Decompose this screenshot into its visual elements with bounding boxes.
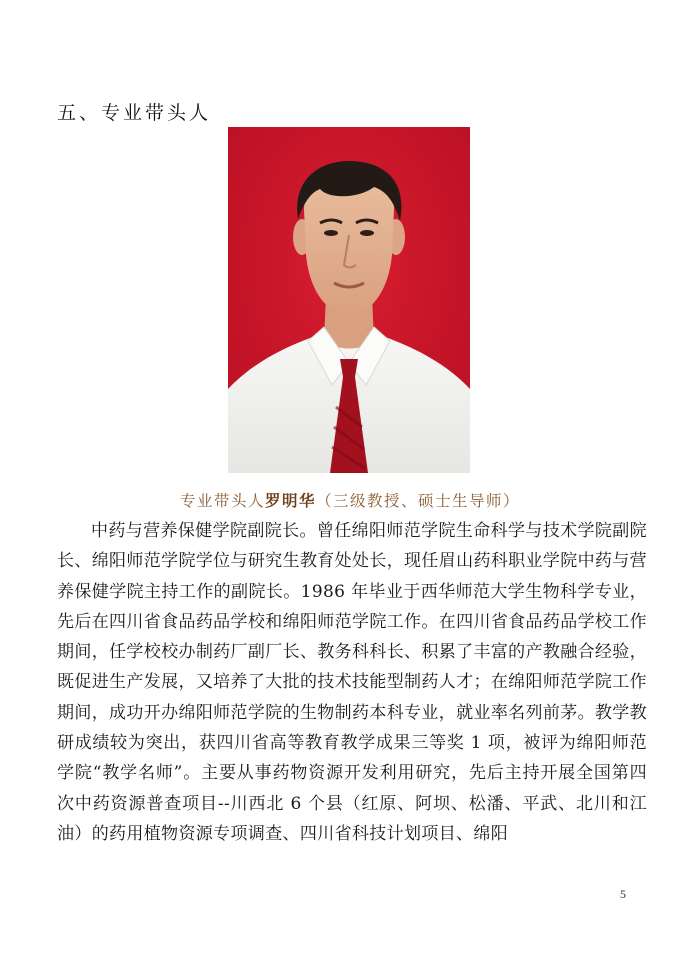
portrait-photo (228, 127, 470, 473)
section-heading: 五、专业带头人 (57, 102, 212, 124)
photo-caption (0, 489, 700, 511)
caption-prefix: 专业带头人 (179, 492, 265, 510)
biography-paragraph: 中药与营养保健学院副院长。曾任绵阳师范学院生命科学与技术学院副院长、绵阳师范学院学位与研究生教育处处长，现任眉山药科职业学院中药与营养保健学院主持工作的副院长。1986 年毕业于西华师范大学生物科学专业，先后在四川省食品药品学校和绵阳师范学院工作。在四川省食品药品学校工作期间，任学校校办制药厂副厂长、教务科科长、积累了丰富的产教融合经验，既促进生产发展，又培养了大批的技术技能型制药人才；在绵阳师范学院工作期间，成功开办绵阳师范学院的生物制药本科专业，就业率名列前茅。教学教研成绩较为突出，获四川省高等教育教学成果三等奖 1 项，被评为绵阳师范学院“教学名师”。主要从事药物资源开发利用研究，先后主持开展全国第四次中药资源普查项目--川西北 6 个县（红原、阿坝、松潘、平武、北川和江油）的药用植物资源专项调查、四川省科技计划项目、绵阳 (57, 521, 647, 844)
caption-suffix: （三级教授、硕士生导师） (316, 492, 521, 510)
page-number: 5 (620, 887, 626, 901)
caption-name: 罗明华 (264, 491, 316, 510)
portrait-illustration (228, 127, 470, 473)
